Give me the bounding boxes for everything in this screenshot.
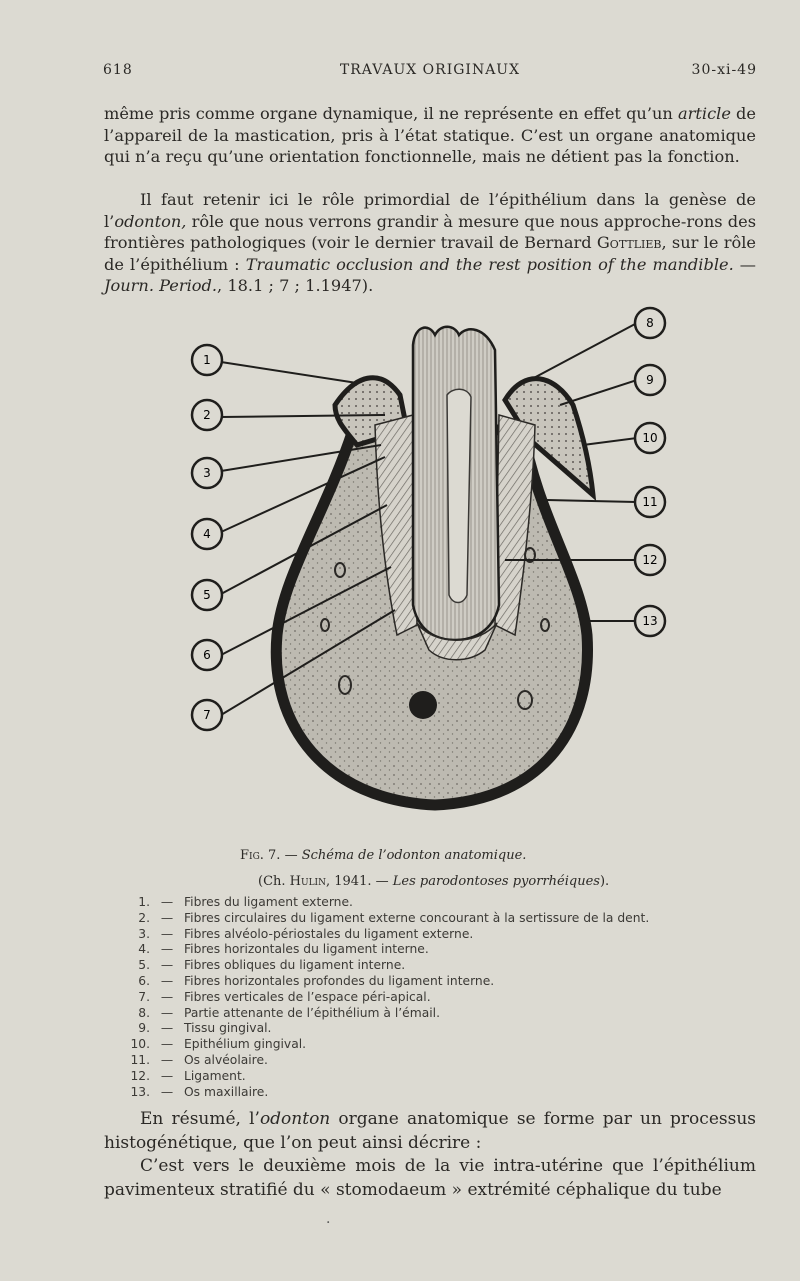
legend-text: Ligament. — [184, 1068, 246, 1083]
callout-9 — [635, 365, 665, 395]
legend-number: 10. — [130, 1037, 150, 1052]
paragraph-3-text-b: organe anatomique se forme par un processus histogénétique, que l’on peut ainsi décrire : — [104, 1109, 756, 1153]
legend-item — [128, 942, 768, 958]
legend-number: 12. — [130, 1068, 150, 1083]
legend-dash: — — [160, 989, 174, 1004]
legend-item — [128, 1085, 768, 1101]
odonton-anatomical-diagram — [185, 305, 685, 830]
svg-text:3: 3 — [203, 466, 211, 480]
legend-text: Fibres horizontales profondes du ligament interne. — [184, 973, 495, 988]
legend-dash: — — [160, 973, 174, 988]
source-close: ). — [599, 874, 610, 889]
paragraph-1-text-a: même pris comme organe dynamique, il ne représente en effet qu’un — [104, 104, 678, 123]
callout-2 — [192, 400, 222, 430]
legend-text: Tissu gingival. — [184, 1021, 272, 1036]
legend-number: 11. — [130, 1052, 150, 1067]
legend-number: 13. — [130, 1084, 150, 1099]
legend-dash: — — [160, 1052, 174, 1067]
paragraph-1-text-b: de l’appareil de la mastication, pris à l’état statique. C’est un organe anatomique qui n’a reçu qu’une orientation fonctionnelle, mais ne détient pas la fonction. — [104, 104, 756, 166]
source-author: Hulin — [289, 874, 326, 889]
svg-text:10: 10 — [642, 431, 658, 445]
paragraph-2-dash: — — [733, 254, 756, 274]
callout-12 — [635, 545, 665, 575]
legend-number: 3. — [138, 926, 150, 941]
legend-number: 1. — [138, 895, 150, 909]
caption-source-line — [240, 869, 710, 895]
legend-text: Os maxillaire. — [184, 1084, 269, 1099]
legend-text: Fibres circulaires du ligament externe concourant à la sertissure de la dent. — [184, 910, 650, 925]
svg-text:7: 7 — [203, 708, 211, 722]
svg-text:4: 4 — [203, 527, 211, 541]
paragraph-2-text-c: , sur le rôle de l’épithélium : — [104, 233, 756, 274]
legend-text: Epithélium gingival. — [184, 1037, 307, 1052]
callout-8 — [635, 308, 665, 338]
legend-dash: — — [160, 1068, 174, 1083]
figure-legend — [128, 895, 768, 1100]
caption-title-line — [240, 843, 710, 869]
legend-text: Fibres du ligament externe. — [184, 895, 353, 909]
figure-label: Fig. 7. — [240, 848, 281, 863]
paragraph-2-text-a: Il faut retenir ici le rôle primordial de l’épithélium dans la genèse de l’ — [104, 190, 756, 231]
legend-number: 8. — [138, 1005, 150, 1020]
header-date: 30-xi-49 — [691, 62, 757, 78]
paragraph-3-italic: odonton — [259, 1109, 331, 1129]
pulp-canal — [447, 389, 471, 602]
callout-13 — [635, 606, 665, 636]
source-open: (Ch. — [258, 874, 290, 889]
svg-text:8: 8 — [646, 316, 654, 330]
legend-number: 5. — [138, 958, 150, 973]
callout-11 — [635, 487, 665, 517]
legend-text: Fibres horizontales du ligament interne. — [184, 942, 429, 957]
legend-item — [128, 958, 768, 974]
paragraph-2-italic-odonton: odonton, — [114, 211, 187, 231]
legend-item — [128, 1006, 768, 1022]
svg-text:12: 12 — [642, 553, 658, 567]
legend-dash: — — [160, 1037, 174, 1052]
legend-dash: — — [160, 1021, 174, 1036]
legend-text: Partie attenante de l’épithélium à l’émail. — [184, 1005, 441, 1020]
journal-name: Journ. Period. — [104, 276, 218, 295]
paragraph-3-text-a: En résumé, l’ — [140, 1109, 260, 1129]
speck-mark: · — [326, 1215, 331, 1231]
svg-text:6: 6 — [203, 648, 211, 662]
legend-text: Fibres alvéolo-périostales du ligament externe. — [184, 926, 474, 941]
legend-number: 4. — [138, 942, 150, 957]
callout-5 — [192, 580, 222, 610]
callout-6 — [192, 640, 222, 670]
caption-dash: — — [280, 848, 302, 863]
legend-item — [128, 974, 768, 990]
legend-dash: — — [160, 958, 174, 973]
legend-item — [128, 1021, 768, 1037]
paragraph-4-text: C’est vers le deuxième mois de la vie intra-utérine que l’épithélium pavimenteux stratifié du « stomodaeum » extrémité céphalique du tube — [104, 1156, 756, 1200]
paragraph-2-text-b: rôle que nous verrons grandir à mesure que nous approche-rons des frontières pathologiques (voir le dernier travail de Bernard — [104, 211, 756, 252]
svg-text:1: 1 — [203, 353, 211, 367]
legend-text: Os alvéolaire. — [184, 1052, 268, 1067]
callout-3 — [192, 458, 222, 488]
legend-dash: — — [160, 942, 174, 957]
legend-number: 6. — [138, 973, 150, 988]
legend-number: 7. — [138, 989, 150, 1004]
legend-dash: — — [160, 895, 174, 909]
figure-title: Schéma de l’odonton anatomique. — [301, 848, 527, 863]
reference-numbers: , 18.1 ; 7 ; 1.1947). — [217, 276, 374, 295]
legend-number: 9. — [138, 1021, 150, 1036]
reference-title: Traumatic occlusion and the rest position of the mandible. — [245, 254, 734, 274]
figure-caption — [240, 843, 710, 895]
nerve-foramen — [409, 691, 437, 719]
legend-item — [128, 1037, 768, 1053]
legend-number: 2. — [138, 910, 150, 925]
legend-item — [128, 990, 768, 1006]
legend-item — [128, 1069, 768, 1085]
page-number: 618 — [103, 62, 133, 78]
legend-text: Fibres obliques du ligament interne. — [184, 958, 406, 973]
paragraph-4 — [104, 1154, 756, 1202]
svg-text:13: 13 — [642, 614, 658, 628]
svg-text:2: 2 — [203, 408, 211, 422]
paragraph-2 — [104, 189, 756, 297]
callout-1 — [192, 345, 222, 375]
source-year: , 1941. — — [326, 874, 393, 889]
legend-dash: — — [160, 910, 174, 925]
callout-10 — [635, 423, 665, 453]
callout-4 — [192, 519, 222, 549]
svg-text:9: 9 — [646, 373, 654, 387]
paragraph-3 — [104, 1107, 756, 1155]
source-title: Les parodontoses pyorrhéiques — [392, 874, 600, 889]
legend-item — [128, 911, 768, 927]
paragraph-1 — [104, 103, 756, 168]
running-header — [103, 62, 757, 84]
author-gottlieb: Gottlieb — [596, 233, 662, 252]
running-title: TRAVAUX ORIGINAUX — [339, 62, 521, 78]
legend-item — [128, 1053, 768, 1069]
svg-text:11: 11 — [642, 495, 658, 509]
legend-item — [128, 927, 768, 943]
legend-item — [128, 895, 768, 911]
legend-dash: — — [160, 1005, 174, 1020]
paragraph-1-italic: article — [678, 104, 731, 123]
svg-text:5: 5 — [203, 588, 211, 602]
legend-text: Fibres verticales de l’espace péri-apical. — [184, 989, 431, 1004]
callout-7 — [192, 700, 222, 730]
legend-dash: — — [160, 1084, 174, 1099]
legend-dash: — — [160, 926, 174, 941]
